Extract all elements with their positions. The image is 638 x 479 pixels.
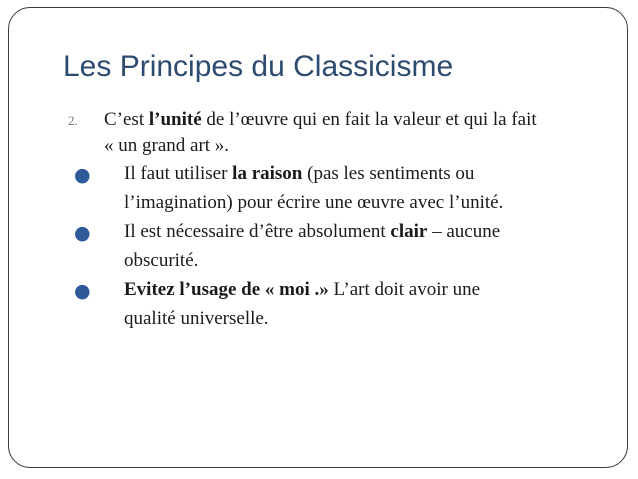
bullet-dot-icon: ●	[74, 280, 91, 302]
bullet-text-rest: L’art doit avoir une	[328, 279, 481, 300]
bullet-dot-icon: ●	[74, 164, 91, 186]
bullet-bold: la raison	[232, 163, 303, 184]
intro-text-rest: de l’œuvre qui en fait la valeur et qui la fait	[201, 109, 537, 130]
bullet-text: Il est nécessaire d’être absolument	[124, 221, 391, 242]
bullet-line2: l’imagination) pour écrire une œuvre avec l’unité.	[124, 192, 504, 213]
intro-bold: l’unité	[148, 109, 202, 130]
bullet-item	[60, 159, 600, 217]
slide-title: Les Principes du Classicisme	[63, 50, 454, 83]
bullet-text-rest: (pas les sentiments ou	[302, 163, 475, 184]
intro-line2: « un grand art ».	[104, 135, 230, 156]
bullet-bold: Evitez l’usage de « moi .»	[124, 279, 329, 300]
item-number: 2.	[68, 113, 78, 128]
bullet-bold: clair	[390, 221, 428, 242]
numbered-item	[60, 107, 600, 159]
bullet-line2: obscurité.	[124, 250, 199, 271]
bullet-text-rest: – aucune	[427, 221, 501, 242]
bullet-text: Il faut utiliser	[124, 163, 233, 184]
bullet-item	[60, 275, 600, 333]
bullet-line2: qualité universelle.	[124, 308, 269, 329]
bullet-item	[60, 217, 600, 275]
intro-text: C’est	[104, 109, 149, 130]
slide-content	[60, 107, 600, 333]
bullet-dot-icon: ●	[74, 222, 91, 244]
